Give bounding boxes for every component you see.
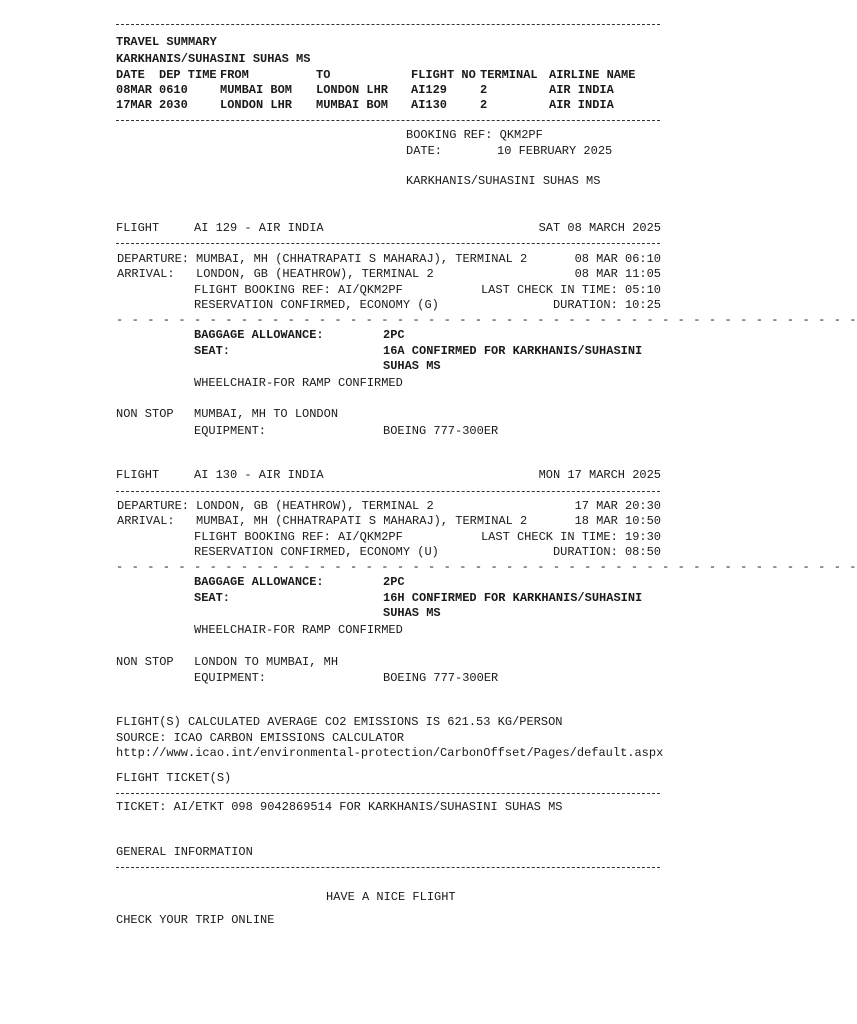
- booking-passenger: KARKHANIS/SUHASINI SUHAS MS: [406, 174, 601, 188]
- general-rule: [116, 867, 660, 868]
- reservation-status: RESERVATION CONFIRMED, ECONOMY (U): [194, 545, 439, 559]
- summary-cell-to: MUMBAI BOM: [316, 98, 389, 112]
- summary-cell-date: 08MAR: [116, 83, 153, 97]
- summary-cell-terminal: 2: [480, 98, 488, 112]
- summary-header-date: DATE: [116, 68, 145, 82]
- booking-date-label: DATE:: [406, 144, 443, 158]
- arrival-time: 08 MAR 11:05: [574, 267, 661, 281]
- arrival-location: MUMBAI, MH (CHHATRAPATI S MAHARAJ), TERMINAL 2: [196, 514, 528, 528]
- summary-cell-date: 17MAR: [116, 98, 153, 112]
- booking-date: 10 FEBRUARY 2025: [497, 144, 613, 158]
- summary-title: TRAVEL SUMMARY: [116, 35, 217, 49]
- flight-name: AI 129 - AIR INDIA: [194, 221, 324, 235]
- seat-value-cont: SUHAS MS: [383, 606, 441, 620]
- greeting: HAVE A NICE FLIGHT: [326, 890, 456, 904]
- departure-label: DEPARTURE:: [117, 252, 190, 266]
- summary-cell-airline: AIR INDIA: [549, 83, 614, 97]
- departure-time: 17 MAR 20:30: [574, 499, 661, 513]
- tickets-rule: [116, 793, 660, 794]
- seat-label: SEAT:: [194, 344, 231, 358]
- flight-rule: [116, 243, 660, 244]
- departure-location: MUMBAI, MH (CHHATRAPATI S MAHARAJ), TERMINAL 2: [196, 252, 528, 266]
- tickets-heading: FLIGHT TICKET(S): [116, 771, 232, 785]
- summary-cell-flight-no: AI130: [411, 98, 448, 112]
- baggage-value: 2PC: [383, 575, 405, 589]
- baggage-label: BAGGAGE ALLOWANCE:: [194, 328, 324, 342]
- departure-label: DEPARTURE:: [117, 499, 190, 513]
- departure-time: 08 MAR 06:10: [574, 252, 661, 266]
- route: LONDON TO MUMBAI, MH: [194, 655, 339, 669]
- seat-label: SEAT:: [194, 591, 231, 605]
- non-stop-label: NON STOP: [116, 655, 174, 669]
- summary-cell-airline: AIR INDIA: [549, 98, 614, 112]
- flight-label: FLIGHT: [116, 468, 160, 482]
- top-rule: [116, 24, 660, 25]
- flight-booking-ref: FLIGHT BOOKING REF: AI/QKM2PF: [194, 283, 403, 297]
- summary-passenger: KARKHANIS/SUHASINI SUHAS MS: [116, 52, 311, 66]
- flight-date: MON 17 MARCH 2025: [538, 468, 661, 482]
- summary-cell-terminal: 2: [480, 83, 488, 97]
- route: MUMBAI, MH TO LONDON: [194, 407, 339, 421]
- summary-header-from: FROM: [220, 68, 249, 82]
- flight-duration: DURATION: 08:50: [552, 545, 661, 559]
- summary-header-airline: AIRLINE NAME: [549, 68, 636, 82]
- non-stop-label: NON STOP: [116, 407, 174, 421]
- separator-dashes: - - - - - - - - - - - - - - - - - - - - - - - - - - - - - - - - - - - - - - - - - - - - - - - -: [116, 313, 857, 327]
- summary-bottom-rule: [116, 120, 660, 121]
- summary-cell-flight-no: AI129: [411, 83, 448, 97]
- baggage-label: BAGGAGE ALLOWANCE:: [194, 575, 324, 589]
- seat-value-cont: SUHAS MS: [383, 359, 441, 373]
- equipment-label: EQUIPMENT:: [194, 424, 267, 438]
- equipment-label: EQUIPMENT:: [194, 671, 267, 685]
- summary-cell-to: LONDON LHR: [316, 83, 389, 97]
- arrival-label: ARRIVAL:: [117, 267, 175, 281]
- baggage-value: 2PC: [383, 328, 405, 342]
- general-heading: GENERAL INFORMATION: [116, 845, 253, 859]
- last-checkin-time: LAST CHECK IN TIME: 19:30: [480, 530, 661, 544]
- summary-cell-dep-time: 2030: [159, 98, 188, 112]
- summary-header-terminal: TERMINAL: [480, 68, 538, 82]
- summary-header-to: TO: [316, 68, 331, 82]
- last-checkin-time: LAST CHECK IN TIME: 05:10: [480, 283, 661, 297]
- summary-header-flight-no: FLIGHT NO: [411, 68, 476, 82]
- ticket-number: TICKET: AI/ETKT 098 9042869514 FOR KARKHANIS/SUHASINI SUHAS MS: [116, 800, 563, 814]
- arrival-location: LONDON, GB (HEATHROW), TERMINAL 2: [196, 267, 434, 281]
- flight-duration: DURATION: 10:25: [552, 298, 661, 312]
- summary-header-dep-time: DEP TIME: [159, 68, 217, 82]
- flight-booking-ref: FLIGHT BOOKING REF: AI/QKM2PF: [194, 530, 403, 544]
- co2-emissions: FLIGHT(S) CALCULATED AVERAGE CO2 EMISSIONS IS 621.53 KG/PERSON: [116, 715, 563, 729]
- equipment-value: BOEING 777-300ER: [383, 671, 499, 685]
- booking-ref: BOOKING REF: QKM2PF: [406, 128, 543, 142]
- icao-link[interactable]: http://www.icao.int/environmental-protection/CarbonOffset/Pages/default.aspx: [116, 746, 664, 760]
- flight-label: FLIGHT: [116, 221, 160, 235]
- flight-date: SAT 08 MARCH 2025: [538, 221, 661, 235]
- flight-name: AI 130 - AIR INDIA: [194, 468, 324, 482]
- co2-source: SOURCE: ICAO CARBON EMISSIONS CALCULATOR: [116, 731, 405, 745]
- arrival-label: ARRIVAL:: [117, 514, 175, 528]
- summary-cell-from: LONDON LHR: [220, 98, 293, 112]
- reservation-status: RESERVATION CONFIRMED, ECONOMY (G): [194, 298, 439, 312]
- seat-value: 16H CONFIRMED FOR KARKHANIS/SUHASINI: [383, 591, 643, 605]
- wheelchair-note: WHEELCHAIR-FOR RAMP CONFIRMED: [194, 376, 403, 390]
- flight-rule: [116, 491, 660, 492]
- separator-dashes: - - - - - - - - - - - - - - - - - - - - - - - - - - - - - - - - - - - - - - - - - - - - - - - -: [116, 560, 857, 574]
- summary-cell-dep-time: 0610: [159, 83, 188, 97]
- seat-value: 16A CONFIRMED FOR KARKHANIS/SUHASINI: [383, 344, 643, 358]
- wheelchair-note: WHEELCHAIR-FOR RAMP CONFIRMED: [194, 623, 403, 637]
- summary-cell-from: MUMBAI BOM: [220, 83, 293, 97]
- arrival-time: 18 MAR 10:50: [574, 514, 661, 528]
- equipment-value: BOEING 777-300ER: [383, 424, 499, 438]
- departure-location: LONDON, GB (HEATHROW), TERMINAL 2: [196, 499, 434, 513]
- check-trip-online[interactable]: CHECK YOUR TRIP ONLINE: [116, 913, 275, 927]
